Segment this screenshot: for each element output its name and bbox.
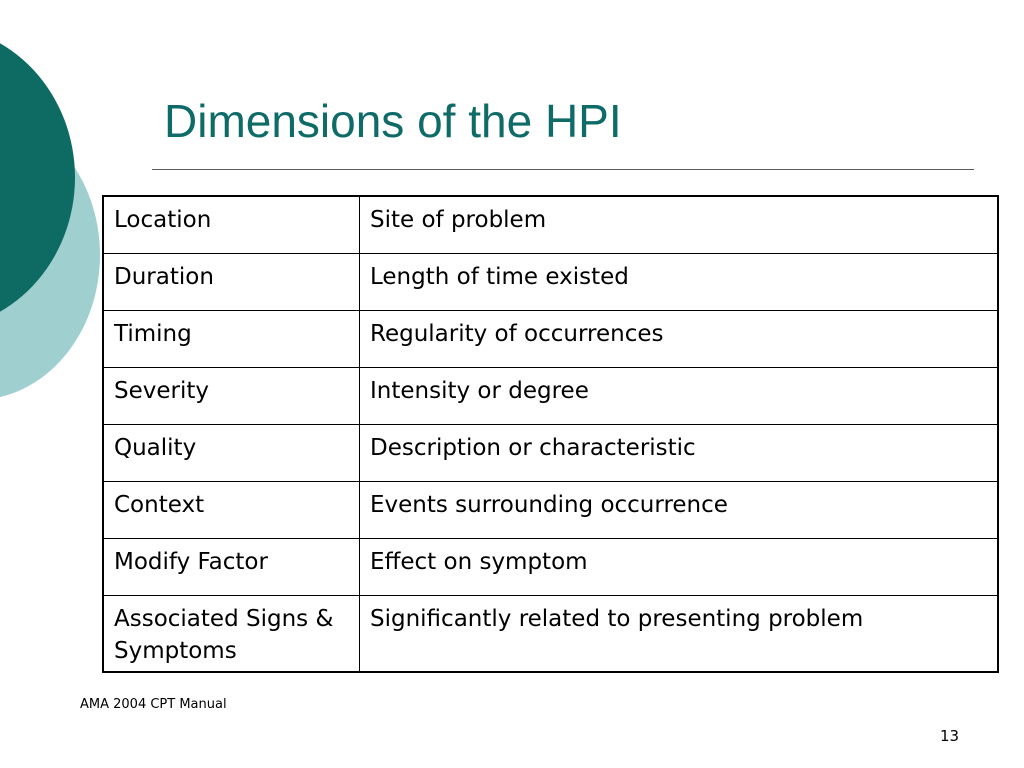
term-cell: Modify Factor (103, 539, 360, 596)
definition-cell: Description or characteristic (360, 425, 999, 482)
table-row (103, 196, 998, 254)
title-divider (152, 169, 974, 170)
definition-cell: Intensity or degree (360, 368, 999, 425)
page-number: 13 (940, 727, 960, 745)
table-row (103, 596, 998, 673)
term-cell: Timing (103, 311, 360, 368)
term-cell: Location (103, 196, 360, 254)
slide-title: Dimensions of the HPI (164, 95, 622, 147)
definition-cell: Site of problem (360, 196, 999, 254)
term-cell: Associated Signs & Symptoms (103, 596, 360, 673)
table-row (103, 368, 998, 425)
term-cell: Context (103, 482, 360, 539)
definition-cell: Effect on symptom (360, 539, 999, 596)
table-row (103, 539, 998, 596)
table-row (103, 482, 998, 539)
source-citation: AMA 2004 CPT Manual (80, 697, 227, 712)
definition-cell: Length of time existed (360, 254, 999, 311)
term-cell: Duration (103, 254, 360, 311)
term-cell: Severity (103, 368, 360, 425)
definition-cell: Significantly related to presenting problem (360, 596, 999, 673)
table-row (103, 254, 998, 311)
definition-cell: Regularity of occurrences (360, 311, 999, 368)
table-row (103, 425, 998, 482)
term-cell: Quality (103, 425, 360, 482)
definition-cell: Events surrounding occurrence (360, 482, 999, 539)
table-row (103, 311, 998, 368)
hpi-dimensions-table (102, 195, 999, 673)
